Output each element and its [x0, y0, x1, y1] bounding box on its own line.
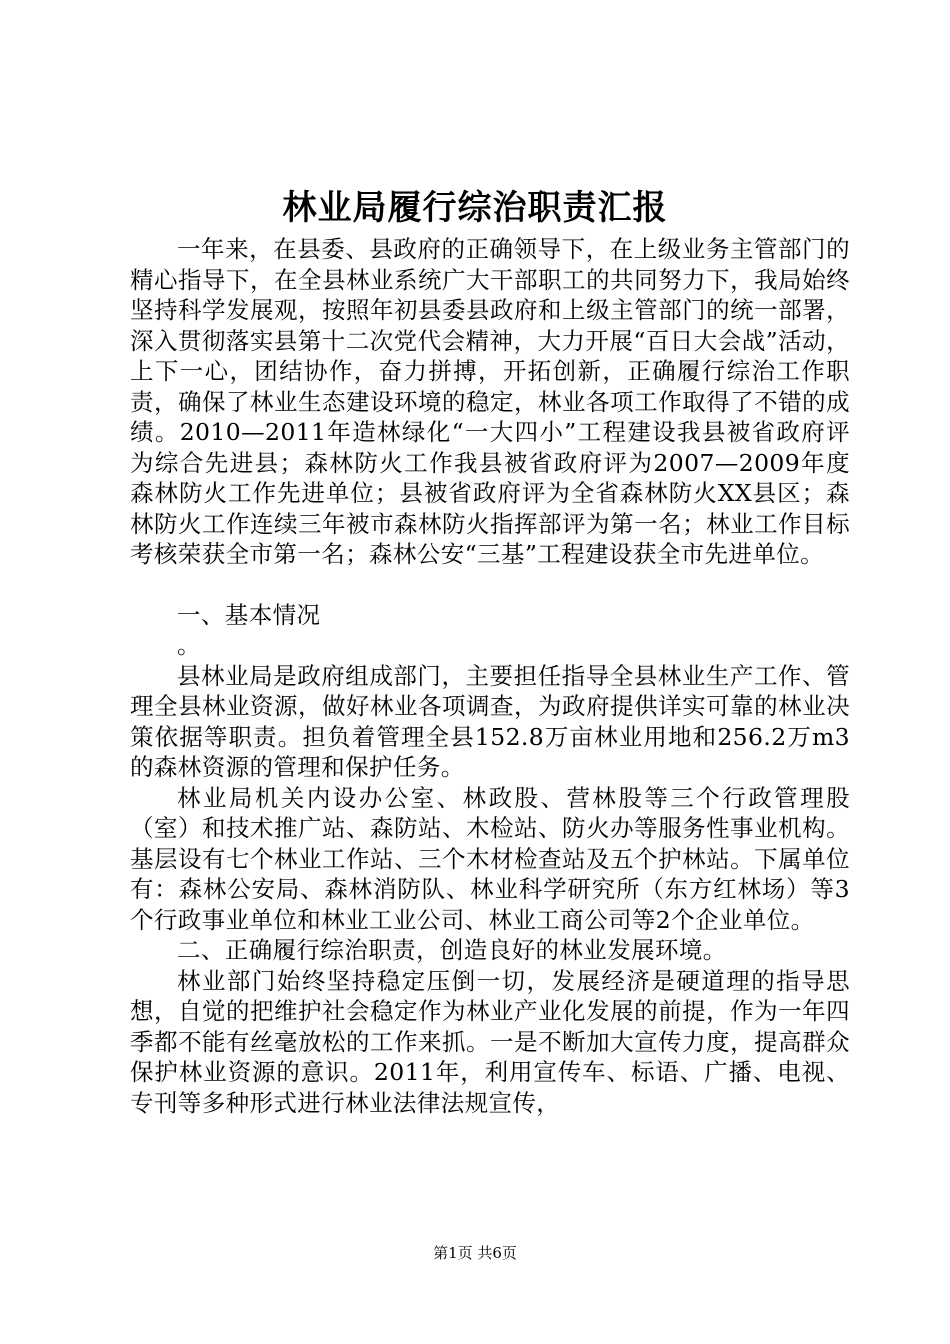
page-footer: 第1页 共6页 [433, 1244, 517, 1262]
stability-paragraph: 林业部门始终坚持稳定压倒一切，发展经济是硬道理的指导思想，自觉的把维护社会稳定作为林业产业化发展的前提，作为一年四季都不能有丝毫放松的工作来抓。一是不断加大宣传力度，提高群众保护林业资源的意识。2011年，利用宣传车、标语、广播、电视、专刊等多种形式进行林业法律法规宣传， [130, 966, 850, 1117]
section-heading-duties: 二、正确履行综治职责，创造良好的林业发展环境。 [177, 936, 727, 964]
bureau-structure-paragraph: 林业局机关内设办公室、林政股、营林股等三个行政管理股（室）和技术推广站、森防站、木检站、防火办等服务性事业机构。基层设有七个林业工作站、三个木材检查站及五个护林站。下属单位有：森林公安局、森林消防队、林业科学研究所（东方红林场）等3个行政事业单位和林业工业公司、林业工商公司等2个企业单位。 [130, 783, 850, 934]
bureau-duties-paragraph: 县林业局是政府组成部门，主要担任指导全县林业生产工作、管理全县林业资源，做好林业各项调查，为政府提供详实可靠的林业决策依据等职责。担负着管理全县152.8万亩林业用地和256.2万m3的森林资源的管理和保护任务。 [130, 661, 850, 781]
intro-paragraph: 一年来，在县委、县政府的正确领导下，在上级业务主管部门的精心指导下，在全县林业系统广大干部职工的共同努力下，我局始终坚持科学发展观，按照年初县委县政府和上级主管部门的统一部署，深入贯彻落实县第十二次党代会精神，大力开展“百日大会战”活动，上下一心，团结协作，奋力拼搏，开拓创新，正确履行综治工作职责，确保了林业生态建设环境的稳定，林业各项工作取得了不错的成绩。2010—2011年造林绿化“一大四小”工程建设我县被省政府评为综合先进县；森林防火工作我县被省政府评为2007—2009年度森林防火工作先进单位；县被省政府评为全省森林防火XX县区；森林防火工作连续三年被市森林防火指挥部评为第一名；林业工作目标考核荣获全市第一名；森林公安“三基”工程建设获全市先进单位。 [130, 235, 850, 568]
document-body [130, 234, 850, 1118]
document-title: 林业局履行综治职责汇报 [282, 188, 668, 228]
stray-period-line: 。 [177, 631, 201, 659]
section-heading-basic-situation: 一、基本情况 [177, 600, 321, 629]
